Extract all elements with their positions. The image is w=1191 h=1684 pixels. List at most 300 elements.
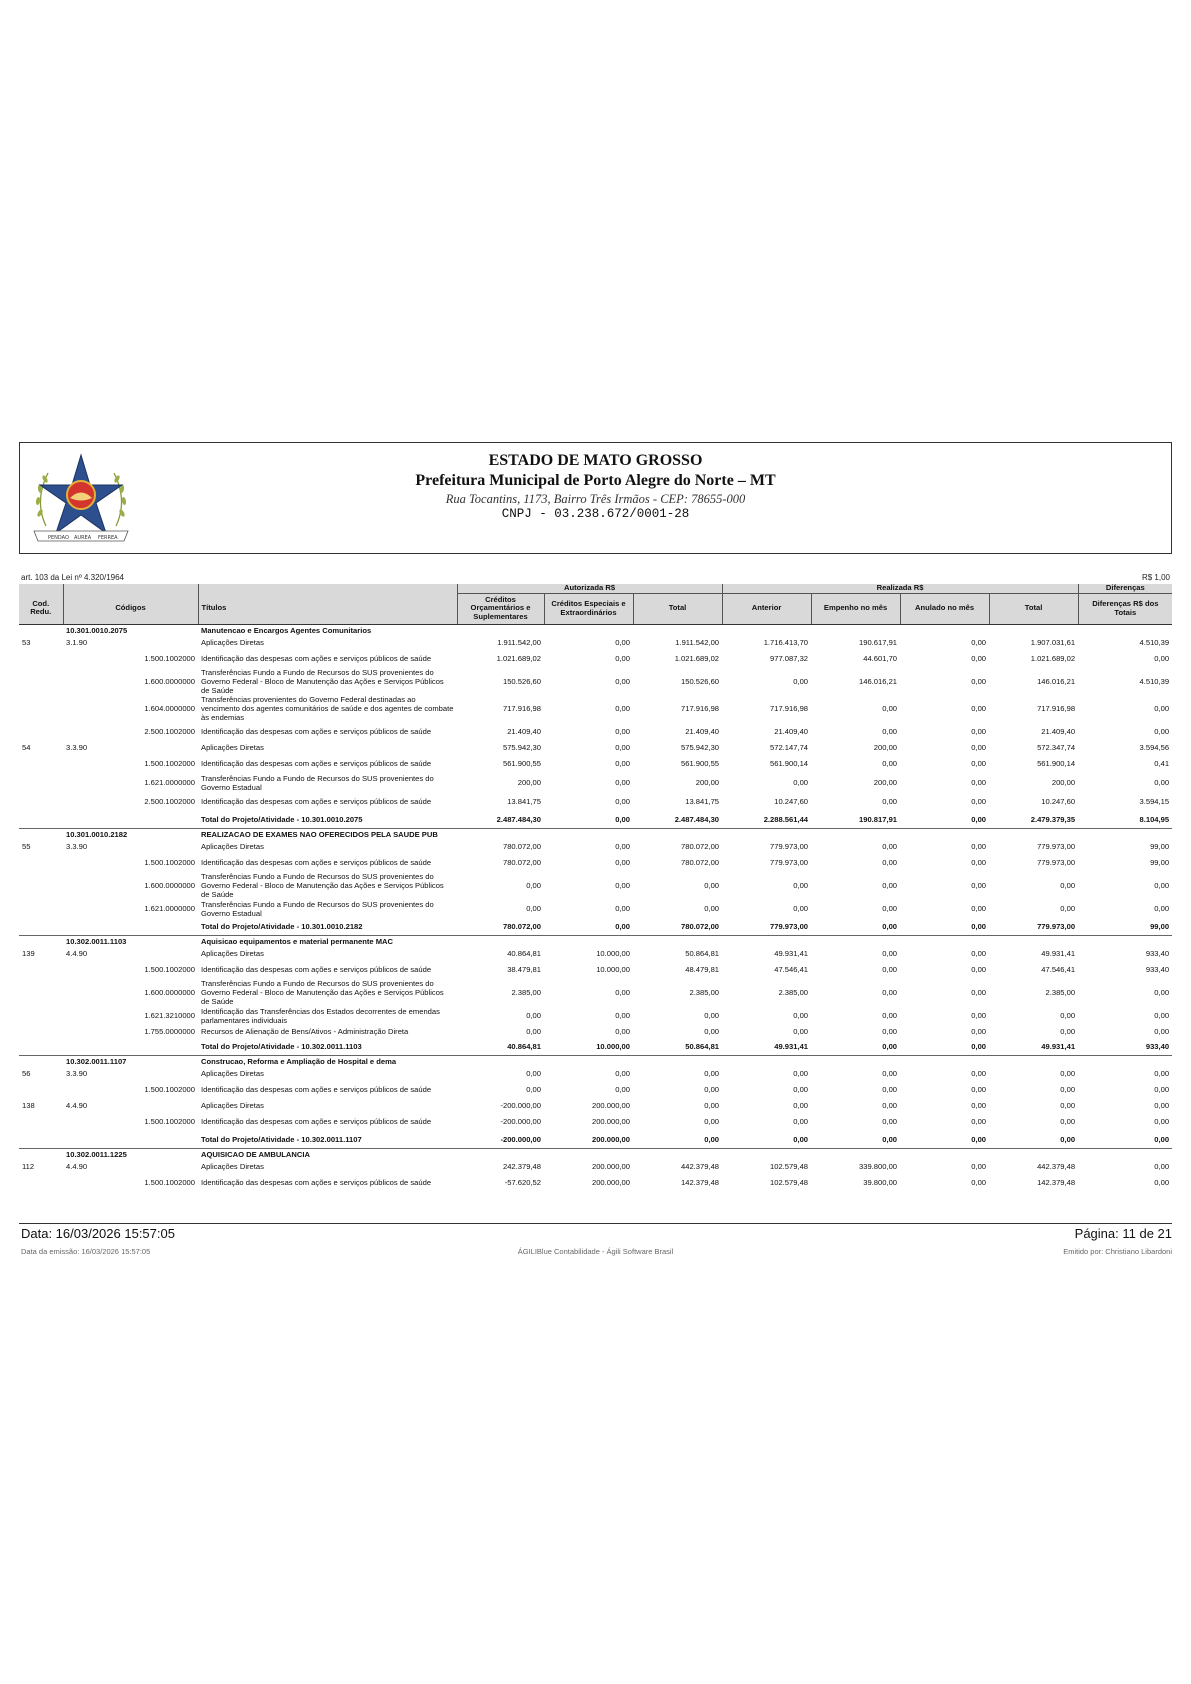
authorized-group-header: Autorizada R$ (457, 584, 722, 593)
project-title: REALIZACAO DE EXAMES NAO OFERECIDOS PELA SAUDE PUB (198, 828, 457, 840)
row-empty (544, 624, 633, 636)
value-anulado: 0,00 (971, 727, 987, 736)
report-row-group (19, 935, 1172, 947)
row-cod (19, 979, 63, 1006)
value-total-real: 142.379,48 (1037, 1178, 1076, 1187)
source-title: Transferências Fundo a Fundo de Recursos do SUS provenientes do Governo Estadual (201, 899, 434, 918)
value-empenho: 44.601,70 (863, 654, 898, 663)
value-creditos-esp: 0,00 (615, 677, 630, 686)
project-code: 10.302.0011.1107 (63, 1055, 198, 1067)
report-row-source (19, 722, 1172, 741)
value-empenho: 0,00 (882, 881, 898, 890)
source-code: 1.621.0000000 (144, 904, 195, 913)
value-anulado: 0,00 (971, 704, 987, 713)
value-diferencas: 0,00 (1154, 1069, 1170, 1078)
value-total-real: 0,00 (1060, 1085, 1076, 1094)
project-title: AQUISICAO DE AMBULANCIA (198, 1148, 457, 1160)
value-creditos-orc: 717.916,98 (502, 704, 541, 713)
prefecture-address: Rua Tocantins, 1173, Bairro Três Irmãos - CEP: 78655-000 (445, 492, 746, 506)
value-creditos-esp: 0,00 (615, 921, 630, 931)
value-total-aut: 0,00 (704, 881, 720, 890)
value-empenho: 146.016,21 (859, 677, 898, 686)
value-creditos-orc: 1.021.689,02 (496, 654, 541, 663)
report-row-source (19, 668, 1172, 695)
row-cod (19, 828, 63, 840)
value-total-real: 0,00 (1060, 1101, 1076, 1110)
value-anterior: 49.931,41 (774, 949, 809, 958)
value-total-real: 2.385,00 (1045, 988, 1076, 997)
source-code: 1.500.1002000 (144, 1085, 195, 1094)
col-creditos-orcamentarios: Créditos Orçamentários e Suplementares (457, 593, 544, 624)
value-creditos-esp: 0,00 (615, 904, 630, 913)
value-creditos-orc: 242.379,48 (502, 1162, 541, 1171)
value-creditos-esp: 0,00 (615, 814, 630, 824)
value-anterior: 561.900,14 (770, 759, 809, 768)
col-anterior: Anterior (722, 593, 811, 624)
source-title: Identificação das despesas com ações e serviços públicos de saúde (201, 654, 432, 663)
row-code (63, 1131, 198, 1148)
value-creditos-orc: 150.526,60 (502, 677, 541, 686)
column-header-row (19, 593, 1172, 624)
value-anulado: 0,00 (971, 1069, 987, 1078)
col-cod-redu: Cod. Redu. (19, 593, 63, 624)
source-code: 1.621.0000000 (144, 778, 195, 787)
value-empenho: 200,00 (873, 743, 898, 752)
value-creditos-esp: 10.000,00 (596, 949, 630, 958)
report-row-source (19, 1173, 1172, 1192)
row-code (63, 811, 198, 828)
value-anulado: 0,00 (971, 814, 987, 824)
value-creditos-esp: 0,00 (615, 759, 630, 768)
prefecture-cnpj: CNPJ - 03.238.672/0001-28 (501, 507, 690, 521)
value-diferencas: 0,00 (1154, 1117, 1170, 1126)
value-anterior: 1.716.413,70 (763, 638, 809, 647)
col-total-realizado: Total (989, 593, 1078, 624)
value-empenho: 0,00 (882, 965, 898, 974)
value-diferencas: 0,00 (1154, 778, 1170, 787)
state-name: ESTADO DE MATO GROSSO (488, 452, 703, 469)
value-total-real: 779.973,00 (1037, 858, 1076, 867)
element-title: Aplicações Diretas (201, 1069, 264, 1078)
project-code: 10.302.0011.1103 (63, 935, 198, 947)
row-empty (1078, 828, 1172, 840)
row-empty (544, 1055, 633, 1067)
report-row-item (19, 741, 1172, 754)
value-creditos-esp: 10.000,00 (596, 1041, 630, 1051)
value-creditos-orc: 780.072,00 (502, 858, 541, 867)
value-total-real: 0,00 (1060, 1011, 1076, 1020)
source-title: Identificação das despesas com ações e serviços públicos de saúde (201, 1117, 432, 1126)
value-diferencas: 99,00 (1150, 858, 1170, 867)
report-row-source (19, 1112, 1172, 1131)
value-anterior: 0,00 (793, 1027, 809, 1036)
value-total-aut: 2.385,00 (689, 988, 720, 997)
value-diferencas: 0,00 (1154, 881, 1170, 890)
source-code: 1.500.1002000 (144, 965, 195, 974)
value-total-aut: 13.841,75 (685, 797, 720, 806)
value-empenho: 0,00 (882, 904, 898, 913)
value-creditos-orc: -200.000,00 (500, 1117, 541, 1126)
value-creditos-orc: 0,00 (526, 904, 541, 913)
row-empty (457, 1148, 544, 1160)
value-anulado: 0,00 (971, 654, 987, 663)
element-title: Aplicações Diretas (201, 949, 264, 958)
row-empty (457, 1055, 544, 1067)
row-cod (19, 624, 63, 636)
total-title: Total do Projeto/Atividade - 10.301.0010.2182 (201, 921, 363, 931)
value-anulado: 0,00 (971, 797, 987, 806)
row-cod (19, 935, 63, 947)
value-creditos-orc: 2.487.484,30 (496, 814, 541, 824)
value-total-aut: 0,00 (704, 1101, 720, 1110)
value-anulado: 0,00 (971, 677, 987, 686)
total-title: Total do Projeto/Atividade - 10.302.0011.1107 (201, 1134, 362, 1144)
value-empenho: 0,00 (882, 988, 898, 997)
value-anulado: 0,00 (971, 1085, 987, 1094)
value-creditos-orc: -200.000,00 (500, 1101, 541, 1110)
row-empty (811, 624, 900, 636)
report-row-total (19, 1038, 1172, 1055)
value-creditos-orc: 0,00 (526, 1027, 541, 1036)
value-empenho: 0,00 (882, 1134, 898, 1144)
row-empty (633, 828, 722, 840)
value-anulado: 0,00 (971, 1178, 987, 1187)
value-total-real: 0,00 (1060, 1117, 1076, 1126)
row-empty (544, 828, 633, 840)
row-cod (19, 1025, 63, 1038)
value-creditos-orc: -57.620,52 (504, 1178, 541, 1187)
value-diferencas: 3.594,15 (1139, 797, 1170, 806)
source-code: 1.600.0000000 (144, 988, 195, 997)
value-anterior: 0,00 (793, 904, 809, 913)
value-anulado: 0,00 (971, 1162, 987, 1171)
value-creditos-orc: 21.409,40 (507, 727, 541, 736)
value-total-real: 0,00 (1060, 1069, 1076, 1078)
value-diferencas: 933,40 (1145, 965, 1170, 974)
law-reference: art. 103 da Lei nº 4.320/1964 (21, 573, 125, 582)
value-empenho: 0,00 (882, 1011, 898, 1020)
row-empty (900, 828, 989, 840)
value-empenho: 0,00 (882, 1069, 898, 1078)
row-empty (722, 624, 811, 636)
value-total-real: 0,00 (1060, 1027, 1076, 1036)
value-empenho: 39.800,00 (863, 1178, 898, 1187)
value-total-real: 442.379,48 (1037, 1162, 1076, 1171)
value-anulado: 0,00 (971, 1011, 987, 1020)
source-code: 1.500.1002000 (144, 759, 195, 768)
value-total-aut: 442.379,48 (681, 1162, 720, 1171)
value-creditos-orc: 780.072,00 (502, 921, 541, 931)
value-total-real: 47.546,41 (1041, 965, 1076, 974)
value-empenho: 190.617,91 (859, 638, 898, 647)
value-anulado: 0,00 (971, 858, 987, 867)
footer-date: Data: 16/03/2026 15:57:05 (21, 1226, 175, 1241)
report-row-total (19, 918, 1172, 935)
total-title: Total do Projeto/Atividade - 10.302.0011.1103 (201, 1041, 362, 1051)
value-total-aut: 0,00 (704, 1134, 720, 1144)
footer-software: ÁGILIBlue Contabilidade - Ágili Software Brasil (517, 1247, 674, 1256)
value-total-aut: 0,00 (704, 1117, 720, 1126)
value-diferencas: 4.510,39 (1139, 677, 1170, 686)
value-total-real: 49.931,41 (1041, 949, 1076, 958)
value-anulado: 0,00 (971, 743, 987, 752)
value-creditos-orc: 38.479,81 (507, 965, 541, 974)
crest-banner-word-1: PENDAO (48, 535, 69, 541)
value-total-real: 1.021.689,02 (1030, 654, 1076, 663)
source-code: 1.600.0000000 (144, 677, 195, 686)
report-row-item (19, 1067, 1172, 1080)
value-diferencas: 0,00 (1154, 1027, 1170, 1036)
value-total-real: 717.916,98 (1037, 704, 1076, 713)
budget-report-table (19, 584, 1172, 1192)
row-cod: 53 (22, 638, 31, 647)
value-total-aut: 0,00 (704, 1027, 720, 1036)
source-title: Identificação das despesas com ações e serviços públicos de saúde (201, 1085, 432, 1094)
row-empty (811, 828, 900, 840)
value-anterior: 47.546,41 (774, 965, 809, 974)
value-anterior: 0,00 (793, 677, 809, 686)
value-total-real: 0,00 (1060, 1134, 1076, 1144)
row-cod (19, 811, 63, 828)
element-code: 4.4.90 (66, 1162, 88, 1171)
crest-banner-word-3: FERREA (98, 535, 118, 541)
value-anterior: 49.931,41 (774, 1041, 809, 1051)
value-anulado: 0,00 (971, 1134, 987, 1144)
row-cod (19, 918, 63, 935)
footer-divider (19, 1223, 1172, 1224)
row-cod (19, 695, 63, 722)
row-cod (19, 1131, 63, 1148)
source-code: 2.500.1002000 (144, 727, 195, 736)
value-creditos-esp: 200.000,00 (591, 1117, 630, 1126)
row-empty (1078, 935, 1172, 947)
report-row-source (19, 899, 1172, 918)
value-diferencas: 4.510,39 (1139, 638, 1170, 647)
element-title: Aplicações Diretas (201, 743, 264, 752)
value-total-aut: 780.072,00 (681, 858, 720, 867)
value-anterior: 10.247,60 (774, 797, 809, 806)
source-code: 1.500.1002000 (144, 1117, 195, 1126)
source-code: 2.500.1002000 (144, 797, 195, 806)
value-diferencas: 0,00 (1154, 1011, 1170, 1020)
row-empty (989, 624, 1078, 636)
value-empenho: 0,00 (882, 949, 898, 958)
value-total-aut: 717.916,98 (681, 704, 720, 713)
value-anterior: 2.385,00 (778, 988, 809, 997)
value-anterior: 0,00 (793, 1117, 809, 1126)
value-total-real: 0,00 (1060, 881, 1076, 890)
value-anulado: 0,00 (971, 638, 987, 647)
row-cod (19, 1112, 63, 1131)
row-empty (811, 1055, 900, 1067)
row-empty (633, 935, 722, 947)
row-cod (19, 872, 63, 899)
value-anulado: 0,00 (971, 1041, 987, 1051)
source-code: 1.500.1002000 (144, 654, 195, 663)
report-row-source (19, 960, 1172, 979)
value-creditos-esp: 0,00 (615, 881, 630, 890)
value-empenho: 0,00 (882, 1041, 898, 1051)
report-row-source (19, 872, 1172, 899)
row-empty (900, 1148, 989, 1160)
row-code (63, 918, 198, 935)
source-title: Identificação das despesas com ações e serviços públicos de saúde (201, 797, 432, 806)
row-empty (633, 1055, 722, 1067)
value-diferencas: 933,40 (1145, 1041, 1170, 1051)
row-cod (19, 792, 63, 811)
value-total-aut: 0,00 (704, 1069, 720, 1078)
row-empty (989, 1055, 1078, 1067)
differences-group-header: Diferenças (1078, 584, 1172, 593)
value-total-aut: 2.487.484,30 (674, 814, 720, 824)
value-anulado: 0,00 (971, 1117, 987, 1126)
value-total-aut: 561.900,55 (681, 759, 720, 768)
value-total-aut: 0,00 (704, 1011, 720, 1020)
value-creditos-esp: 0,00 (615, 778, 630, 787)
row-empty (1078, 1148, 1172, 1160)
row-empty (811, 935, 900, 947)
source-title: Identificação das despesas com ações e serviços públicos de saúde (201, 965, 432, 974)
report-row-total (19, 811, 1172, 828)
value-empenho: 0,00 (882, 921, 898, 931)
value-total-aut: 21.409,40 (685, 727, 720, 736)
value-creditos-orc: 0,00 (526, 881, 541, 890)
value-creditos-esp: 0,00 (615, 858, 630, 867)
value-creditos-esp: 0,00 (615, 743, 630, 752)
row-cod (19, 1006, 63, 1025)
value-total-aut: 0,00 (704, 904, 720, 913)
col-empenho-mes: Empenho no mês (811, 593, 900, 624)
row-cod: 139 (22, 949, 35, 958)
value-diferencas: 0,00 (1154, 654, 1170, 663)
value-anterior: 102.579,48 (770, 1162, 809, 1171)
value-empenho: 0,00 (882, 759, 898, 768)
row-empty (544, 1148, 633, 1160)
source-title: Transferências Fundo a Fundo de Recursos do SUS provenientes do Governo Estadual (201, 773, 434, 792)
value-creditos-esp: 0,00 (615, 797, 630, 806)
currency-unit: R$ 1,00 (1141, 573, 1170, 582)
value-creditos-esp: 0,00 (615, 1085, 630, 1094)
value-diferencas: 0,00 (1154, 1085, 1170, 1094)
report-row-source (19, 1025, 1172, 1038)
report-row-source (19, 1006, 1172, 1025)
element-title: Aplicações Diretas (201, 638, 264, 647)
row-cod: 56 (22, 1069, 31, 1078)
report-row-source (19, 754, 1172, 773)
source-code: 1.500.1002000 (144, 1178, 195, 1187)
value-anterior: 779.973,00 (770, 842, 809, 851)
element-code: 4.4.90 (66, 1101, 88, 1110)
source-title: Transferências Fundo a Fundo de Recursos do SUS provenientes do Governo Federal - Bloco de Manutenção das Ações e Serviços Públicos de Saúde (201, 668, 444, 695)
value-creditos-esp: 0,00 (615, 1069, 630, 1078)
element-code: 4.4.90 (66, 949, 88, 958)
value-total-real: 1.907.031,61 (1030, 638, 1076, 647)
value-diferencas: 933,40 (1145, 949, 1170, 958)
report-row-group (19, 624, 1172, 636)
source-code: 1.621.3210000 (144, 1011, 195, 1020)
value-empenho: 0,00 (882, 1085, 898, 1094)
value-diferencas: 0,00 (1154, 704, 1170, 713)
crest-banner-word-2: AUREA (74, 535, 92, 541)
value-anterior: 0,00 (793, 1011, 809, 1020)
value-empenho: 0,00 (882, 1101, 898, 1110)
value-creditos-orc: -200.000,00 (500, 1134, 541, 1144)
value-diferencas: 0,00 (1154, 1101, 1170, 1110)
value-creditos-orc: 575.942,30 (502, 743, 541, 752)
row-empty (989, 1148, 1078, 1160)
value-diferencas: 0,00 (1154, 988, 1170, 997)
source-title: Identificação das despesas com ações e serviços públicos de saúde (201, 727, 432, 736)
source-code: 1.604.0000000 (144, 704, 195, 713)
value-total-real: 2.479.379,35 (1030, 814, 1076, 824)
report-row-source (19, 649, 1172, 668)
total-title: Total do Projeto/Atividade - 10.301.0010.2075 (201, 814, 363, 824)
value-diferencas: 3.594,56 (1139, 743, 1170, 752)
value-creditos-orc: 1.911.542,00 (497, 638, 541, 647)
row-empty (544, 935, 633, 947)
row-cod: 112 (22, 1162, 35, 1171)
value-anterior: 0,00 (793, 1085, 809, 1094)
value-total-aut: 1.021.689,02 (674, 654, 720, 663)
report-row-source (19, 979, 1172, 1006)
value-anulado: 0,00 (971, 921, 987, 931)
row-empty (989, 935, 1078, 947)
row-cod: 54 (22, 743, 31, 752)
row-cod (19, 1080, 63, 1099)
row-empty (1078, 624, 1172, 636)
value-empenho: 200,00 (873, 778, 898, 787)
project-code: 10.301.0010.2182 (63, 828, 198, 840)
element-code: 3.3.90 (66, 743, 88, 752)
col-creditos-especiais: Créditos Especiais e Extraordinários (544, 593, 633, 624)
row-empty (900, 1055, 989, 1067)
report-row-item (19, 636, 1172, 649)
value-total-real: 49.931,41 (1041, 1041, 1076, 1051)
value-anterior: 102.579,48 (770, 1178, 809, 1187)
row-cod: 55 (22, 842, 31, 851)
value-diferencas: 0,41 (1154, 759, 1170, 768)
value-creditos-esp: 200.000,00 (591, 1178, 630, 1187)
value-creditos-orc: 2.385,00 (511, 988, 541, 997)
value-creditos-orc: 200,00 (517, 778, 541, 787)
value-diferencas: 0,00 (1154, 1134, 1170, 1144)
value-anterior: 0,00 (793, 1134, 809, 1144)
value-total-aut: 150.526,60 (681, 677, 720, 686)
row-cod (19, 1173, 63, 1192)
value-total-aut: 142.379,48 (681, 1178, 720, 1187)
source-code: 1.600.0000000 (144, 881, 195, 890)
project-title: Aquisicao equipamentos e material permanente MAC (198, 935, 457, 947)
row-cod (19, 722, 63, 741)
value-total-aut: 48.479,81 (685, 965, 720, 974)
row-empty (457, 935, 544, 947)
row-empty (633, 1148, 722, 1160)
value-creditos-orc: 0,00 (526, 1069, 541, 1078)
row-empty (722, 1055, 811, 1067)
source-title: Identificação das despesas com ações e serviços públicos de saúde (201, 858, 432, 867)
value-creditos-orc: 40.864,81 (507, 949, 541, 958)
project-title: Construcao, Reforma e Ampliação de Hospital e dema (198, 1055, 457, 1067)
value-creditos-esp: 200.000,00 (591, 1162, 630, 1171)
prefecture-name: Prefeitura Municipal de Porto Alegre do Norte – MT (415, 472, 776, 489)
row-cod (19, 773, 63, 792)
col-diferencas: Diferenças R$ dos Totais (1078, 593, 1172, 624)
value-empenho: 190.817,91 (859, 814, 898, 824)
project-code: 10.301.0010.2075 (63, 624, 198, 636)
row-empty (722, 935, 811, 947)
element-code: 3.3.90 (66, 1069, 88, 1078)
row-empty (989, 828, 1078, 840)
